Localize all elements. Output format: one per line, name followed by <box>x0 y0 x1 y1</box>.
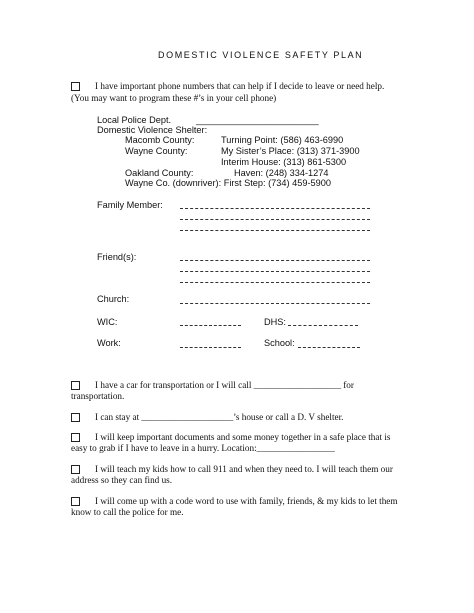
wic-label: WIC: <box>97 317 118 327</box>
wic-line[interactable] <box>180 325 241 326</box>
friends-line-3[interactable] <box>180 282 370 283</box>
code-word-text-2: know to call the police for me. <box>71 507 184 517</box>
wayne-downriver-line: Wayne Co. (downriver): First Step: (734) 459-5900 <box>125 178 331 188</box>
work-label: Work: <box>97 338 121 348</box>
family-member-line-2[interactable] <box>180 219 370 220</box>
family-member-label: Family Member: <box>97 200 163 210</box>
car-checkbox[interactable] <box>71 381 80 390</box>
code-word-text-1: I will come up with a code word to use with family, friends, & my kids to let them <box>95 496 398 506</box>
oakland-county-label: Oakland County: <box>125 168 194 178</box>
friends-line-2[interactable] <box>180 271 370 272</box>
documents-checkbox[interactable] <box>71 433 80 442</box>
phone-numbers-checkbox[interactable] <box>71 82 80 91</box>
car-text-2: transportation. <box>71 391 125 401</box>
car-text-1: I have a car for transportation or I will call ___________________ for <box>95 380 354 390</box>
friends-line-1[interactable] <box>180 260 370 261</box>
kids-911-checkbox[interactable] <box>71 465 80 474</box>
code-word-checkbox[interactable] <box>71 497 80 506</box>
school-label: School: <box>264 338 295 348</box>
shelter-label: Domestic Violence Shelter: <box>97 125 208 135</box>
documents-text-1: I will keep important documents and some money together in a safe place that is <box>95 432 391 442</box>
wayne-county-value-2: Interim House: (313) 861-5300 <box>221 157 347 167</box>
school-line[interactable] <box>298 347 360 348</box>
phone-numbers-note: (You may want to program these #’s in your cell phone) <box>71 93 277 103</box>
family-member-line-3[interactable] <box>180 230 370 231</box>
kids-911-text-1: I will teach my kids how to call 911 and when they need to. I will teach them our <box>95 464 393 474</box>
friends-label: Friend(s): <box>97 252 137 262</box>
church-line[interactable] <box>180 303 370 304</box>
stay-text: I can stay at ____________________’s house or call a D. V shelter. <box>95 412 344 422</box>
police-label: Local Police Dept. <box>97 115 172 125</box>
macomb-county-label: Macomb County: <box>125 135 195 145</box>
work-line[interactable] <box>180 347 241 348</box>
church-label: Church: <box>97 294 130 304</box>
family-member-line-1[interactable] <box>180 208 370 209</box>
page-title: DOMESTIC VIOLENCE SAFETY PLAN <box>158 50 364 60</box>
documents-text-2: easy to grab if I have to leave in a hurry. Location:_________________ <box>71 443 335 453</box>
police-blank[interactable]: ________________________ <box>196 115 319 125</box>
wayne-county-label: Wayne County: <box>125 146 188 156</box>
dhs-line[interactable] <box>288 325 358 326</box>
kids-911-text-2: address so they can find us. <box>71 475 173 485</box>
oakland-county-value: Haven: (248) 334-1274 <box>234 168 329 178</box>
dhs-label: DHS: <box>264 317 286 327</box>
stay-checkbox[interactable] <box>71 413 80 422</box>
macomb-county-value: Turning Point: (586) 463-6990 <box>221 135 344 145</box>
wayne-county-value-1: My Sister’s Place: (313) 371-3900 <box>221 146 360 156</box>
phone-numbers-text: I have important phone numbers that can help if I decide to leave or need help. <box>95 81 385 91</box>
